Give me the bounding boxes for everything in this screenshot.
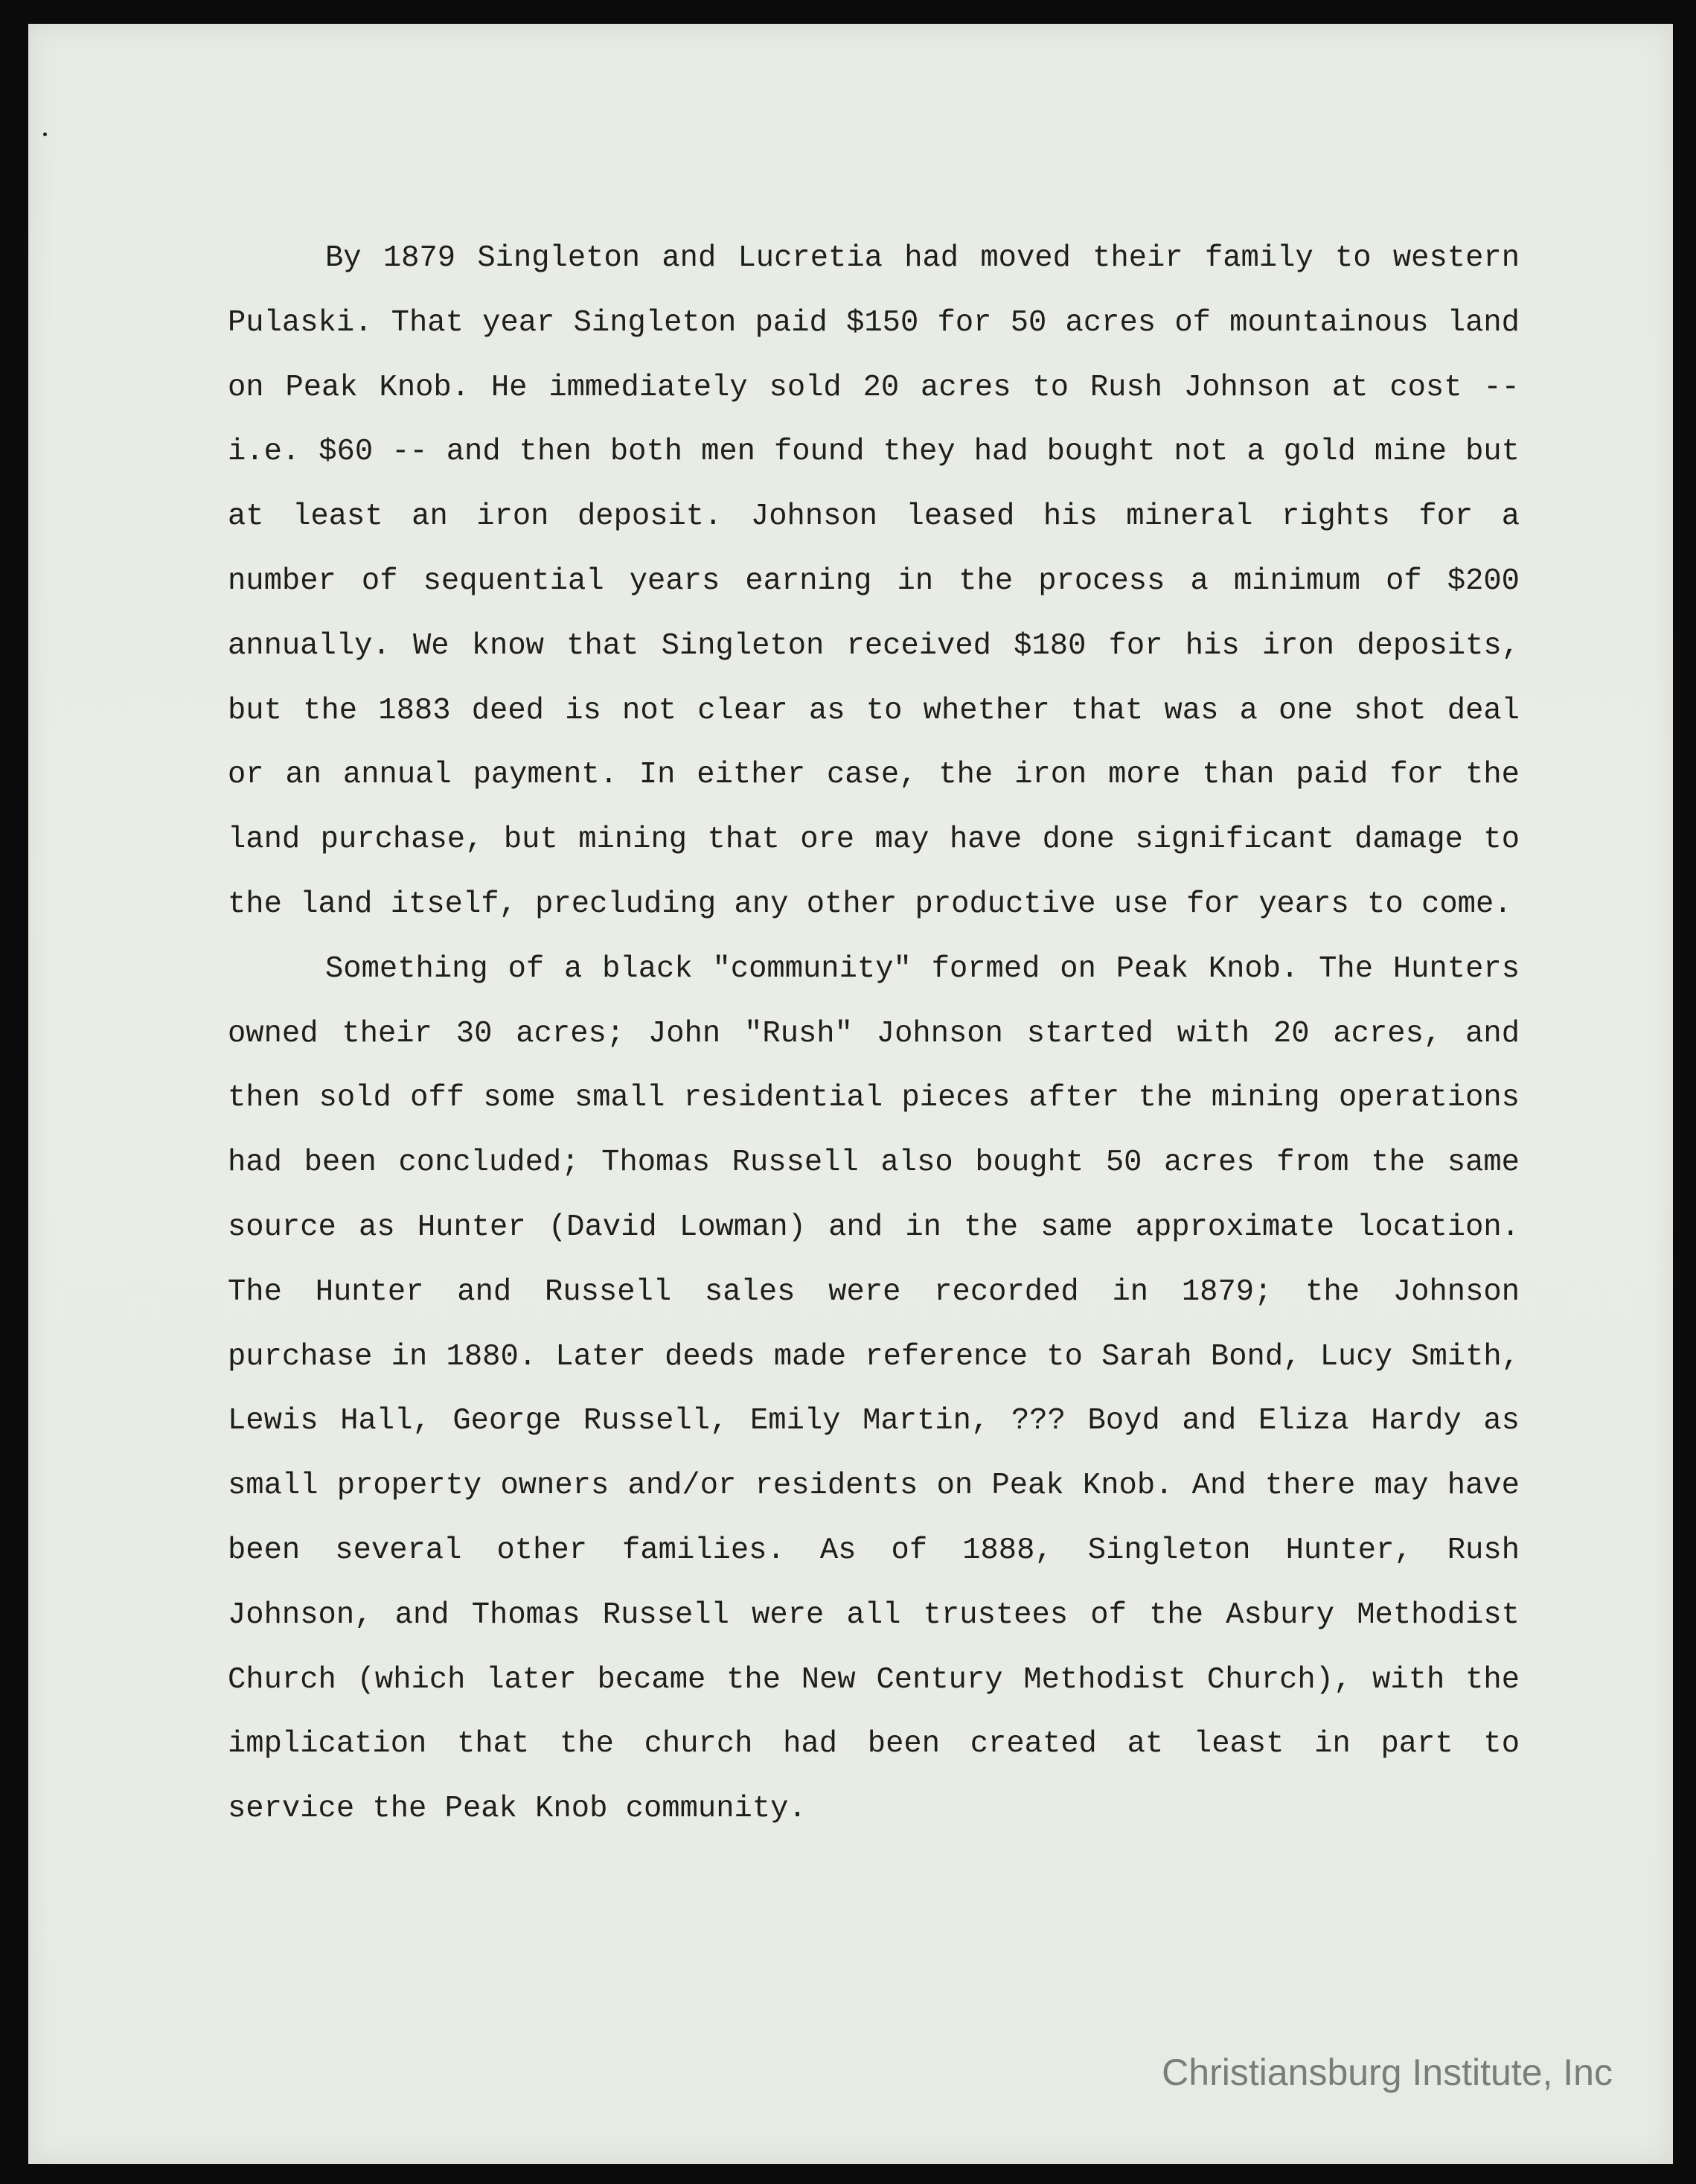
document-body [228,226,1520,1842]
paragraph-2: Something of a black "community" formed on Peak Knob. The Hunters owned their 30 acres; John "Rush" Johnson started with 20 acres, and then sold off some small residential pieces after the mining operations had been concluded; Thomas Russell also bought 50 acres from the same source as Hunter (David Lowman) and in the same approximate location. The Hunter and Russell sales were recorded in 1879; the Johnson purchase in 1880. Later deeds made reference to Sarah Bond, Lucy Smith, Lewis Hall, George Russell, Emily Martin, ??? Boyd and Eliza Hardy as small property owners and/or residents on Peak Knob. And there may have been several other families. As of 1888, Singleton Hunter, Rush Johnson, and Thomas Russell were all trustees of the Asbury Methodist Church (which later became the New Century Methodist Church), with the implication that the church had been created at least in part to service the Peak Knob community. [228,951,1520,1827]
watermark-text: Christiansburg Institute, Inc [1162,2052,1613,2093]
paper-speck [43,132,47,136]
paragraph-1: By 1879 Singleton and Lucretia had moved their family to western Pulaski. That year Singleton paid $150 for 50 acres of mountainous land on Peak Knob. He immediately sold 20 acres to Rush Johnson at cost -- i.e. $60 -- and then both men found they had bought not a gold mine but at least an iron deposit. Johnson leased his mineral rights for a number of sequential years earning in the process a minimum of $200 annually. We know that Singleton received $180 for his iron deposits, but the 1883 deed is not clear as to whether that was a one shot deal or an annual payment. In either case, the iron more than paid for the land purchase, but mining that ore may have done significant damage to the land itself, precluding any other productive use for years to come. [228,241,1520,922]
document-page [28,24,1673,2164]
